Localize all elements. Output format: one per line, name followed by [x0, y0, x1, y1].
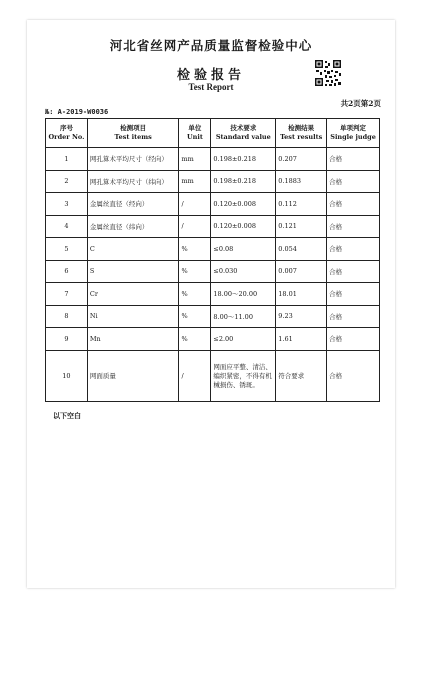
- report-number: №: A-2019-W0036: [45, 108, 109, 116]
- table-row: [46, 170, 380, 193]
- table-row: [46, 215, 380, 238]
- cell-judge: 合格: [327, 350, 380, 401]
- cell-order: 5: [46, 238, 88, 261]
- cell-order: 3: [46, 193, 88, 216]
- cell-order: 7: [46, 283, 88, 306]
- table-row: [46, 193, 380, 216]
- cell-order: 9: [46, 328, 88, 351]
- cell-standard: 8.00～11.00: [211, 305, 276, 328]
- header-unit: 单位 Unit: [179, 119, 211, 148]
- cell-standard: 18.00～20.00: [211, 283, 276, 306]
- cell-order: 10: [46, 350, 88, 401]
- cell-item: 网面质量: [87, 350, 179, 401]
- cell-result: 18.01: [276, 283, 327, 306]
- header-judge: 单项判定 Single judge: [327, 119, 380, 148]
- cell-item: Cr: [87, 283, 179, 306]
- cell-judge: 合格: [327, 260, 380, 283]
- cell-item: 网孔算术平均尺寸（纬向）: [87, 170, 179, 193]
- cell-judge: 合格: [327, 283, 380, 306]
- cell-result: 0.007: [276, 260, 327, 283]
- cell-judge: 合格: [327, 238, 380, 261]
- cell-standard: 0.120±0.008: [211, 215, 276, 238]
- test-results-table: [45, 118, 380, 402]
- cell-item: 金属丝直径（纬向）: [87, 215, 179, 238]
- qr-code-icon: [314, 59, 342, 87]
- organization-name: 河北省丝网产品质量监督检验中心: [109, 38, 313, 53]
- cell-standard: 0.120±0.008: [211, 193, 276, 216]
- table-row: [46, 238, 380, 261]
- cell-unit: %: [179, 305, 211, 328]
- report-title-en: Test Report: [188, 82, 234, 92]
- cell-item: C: [87, 238, 179, 261]
- table-row: [46, 148, 380, 171]
- cell-unit: /: [179, 215, 211, 238]
- cell-order: 8: [46, 305, 88, 328]
- cell-order: 2: [46, 170, 88, 193]
- cell-standard: ≤0.030: [211, 260, 276, 283]
- cell-unit: %: [179, 328, 211, 351]
- header-items: 检测项目 Test items: [87, 119, 179, 148]
- table-row: [46, 260, 380, 283]
- table-row: [46, 305, 380, 328]
- cell-unit: %: [179, 283, 211, 306]
- cell-judge: 合格: [327, 148, 380, 171]
- header-result: 检测结果 Test results: [276, 119, 327, 148]
- cell-item: Ni: [87, 305, 179, 328]
- cell-order: 4: [46, 215, 88, 238]
- cell-result: 符合要求: [276, 350, 327, 401]
- cell-unit: %: [179, 238, 211, 261]
- cell-result: 0.121: [276, 215, 327, 238]
- cell-judge: 合格: [327, 328, 380, 351]
- cell-item: S: [87, 260, 179, 283]
- cell-standard: 0.198±0.218: [211, 148, 276, 171]
- report-title-cn: 检验报告: [176, 68, 245, 83]
- cell-result: 0.054: [276, 238, 327, 261]
- cell-standard: 网面应平整、清洁、编织紧密，不得有机械损伤、锈斑。: [211, 350, 276, 401]
- cell-judge: 合格: [327, 170, 380, 193]
- cell-result: 9.23: [276, 305, 327, 328]
- table-row: [46, 283, 380, 306]
- cell-unit: mm: [179, 148, 211, 171]
- table-row: [46, 350, 380, 401]
- cell-result: 1.61: [276, 328, 327, 351]
- cell-unit: %: [179, 260, 211, 283]
- page-info: 共2页第2页: [340, 99, 381, 108]
- blank-below-note: 以下空白: [53, 411, 81, 420]
- cell-result: 0.1883: [276, 170, 327, 193]
- cell-item: Mn: [87, 328, 179, 351]
- cell-judge: 合格: [327, 215, 380, 238]
- cell-unit: /: [179, 193, 211, 216]
- cell-standard: 0.198±0.218: [211, 170, 276, 193]
- header-standard: 技术要求 Standard value: [211, 119, 276, 148]
- cell-judge: 合格: [327, 305, 380, 328]
- header-order: 序号 Order No.: [46, 119, 88, 148]
- cell-unit: mm: [179, 170, 211, 193]
- report-sheet: [27, 20, 395, 588]
- cell-result: 0.112: [276, 193, 327, 216]
- cell-item: 金属丝直径（经向）: [87, 193, 179, 216]
- table-header-row: [46, 119, 380, 148]
- cell-unit: /: [179, 350, 211, 401]
- cell-result: 0.207: [276, 148, 327, 171]
- cell-item: 网孔算术平均尺寸（经向）: [87, 148, 179, 171]
- cell-standard: ≤0.08: [211, 238, 276, 261]
- table-row: [46, 328, 380, 351]
- cell-order: 1: [46, 148, 88, 171]
- cell-standard: ≤2.00: [211, 328, 276, 351]
- cell-judge: 合格: [327, 193, 380, 216]
- cell-order: 6: [46, 260, 88, 283]
